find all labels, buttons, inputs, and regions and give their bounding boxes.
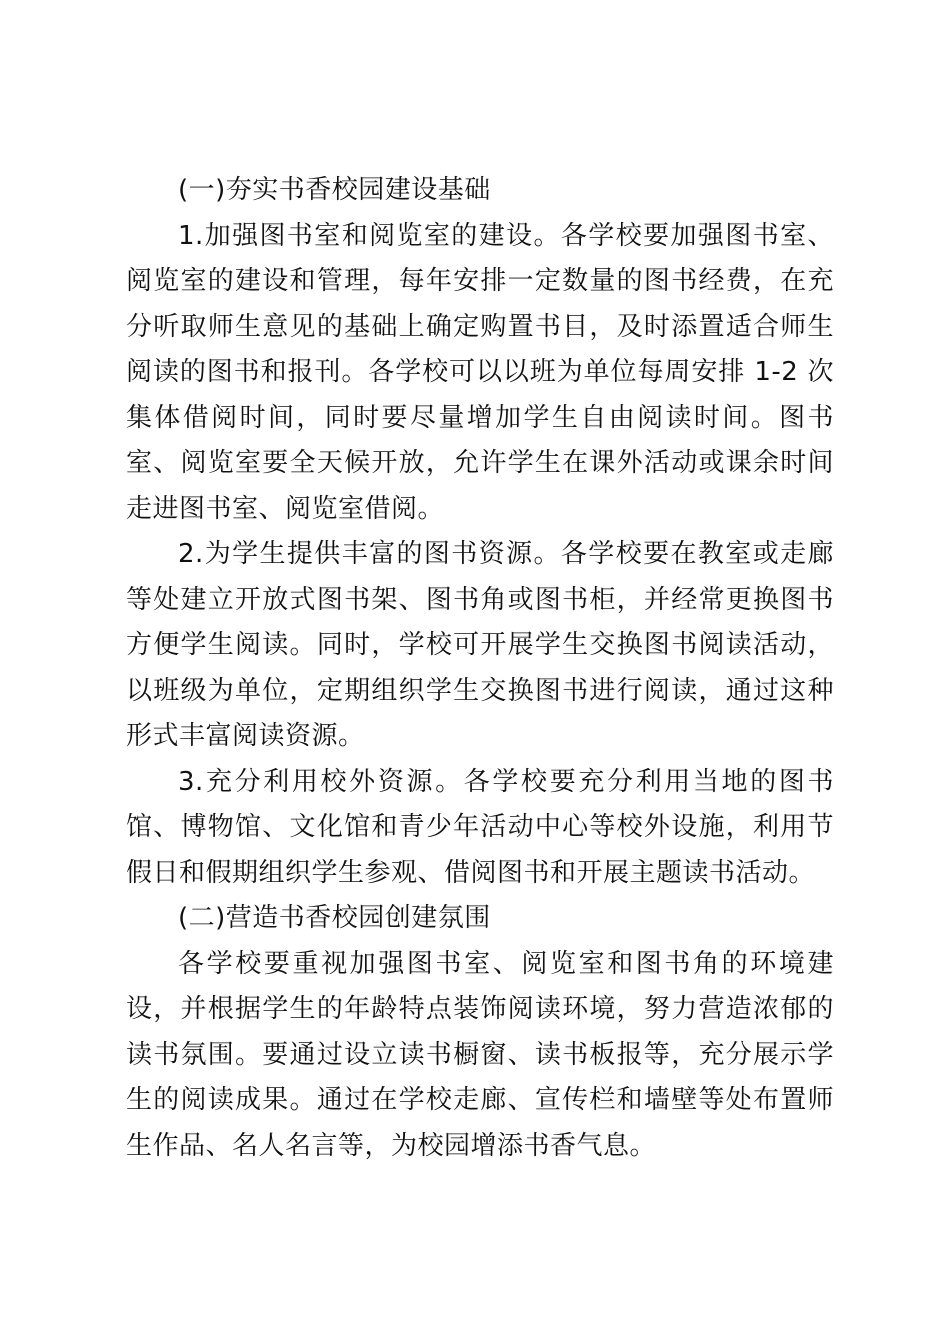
section-heading-2: (二)营造书香校园创建氛围 (178, 903, 491, 933)
document-page (126, 168, 834, 1169)
section-heading-1: (一)夯实书香校园建设基础 (178, 175, 491, 205)
paragraph-external-resources: 3.充分利用校外资源。各学校要充分利用当地的图书馆、博物馆、文化馆和青少年活动中心等校外设施，利用节假日和假期组织学生参观、借阅图书和开展主题读书活动。 (126, 766, 834, 888)
paragraph-library-construction: 1.加强图书室和阅览室的建设。各学校要加强图书室、阅览室的建设和管理，每年安排一定数量的图书经费，在充分听取师生意见的基础上确定购置书目，及时添置适合师生阅读的图书和报刊。各学校可以以班为单位每周安排 1-2 次集体借阅时间，同时要尽量增加学生自由阅读时间。图书室、阅览室要全天候开放，允许学生在课外活动或课余时间走进图书室、阅览室借阅。 (126, 220, 834, 524)
paragraph-book-resources: 2.为学生提供丰富的图书资源。各学校要在教室或走廊等处建立开放式图书架、图书角或图书柜，并经常更换图书方便学生阅读。同时，学校可开展学生交换图书阅读活动，以班级为单位，定期组织学生交换图书进行阅读，通过这种形式丰富阅读资源。 (126, 539, 834, 751)
paragraph-reading-atmosphere: 各学校要重视加强图书室、阅览室和图书角的环境建设，并根据学生的年龄特点装饰阅读环境，努力营造浓郁的读书氛围。要通过设立读书橱窗、读书板报等，充分展示学生的阅读成果。通过在学校走廊、宣传栏和墙壁等处布置师生作品、名人名言等，为校园增添书香气息。 (126, 948, 834, 1161)
